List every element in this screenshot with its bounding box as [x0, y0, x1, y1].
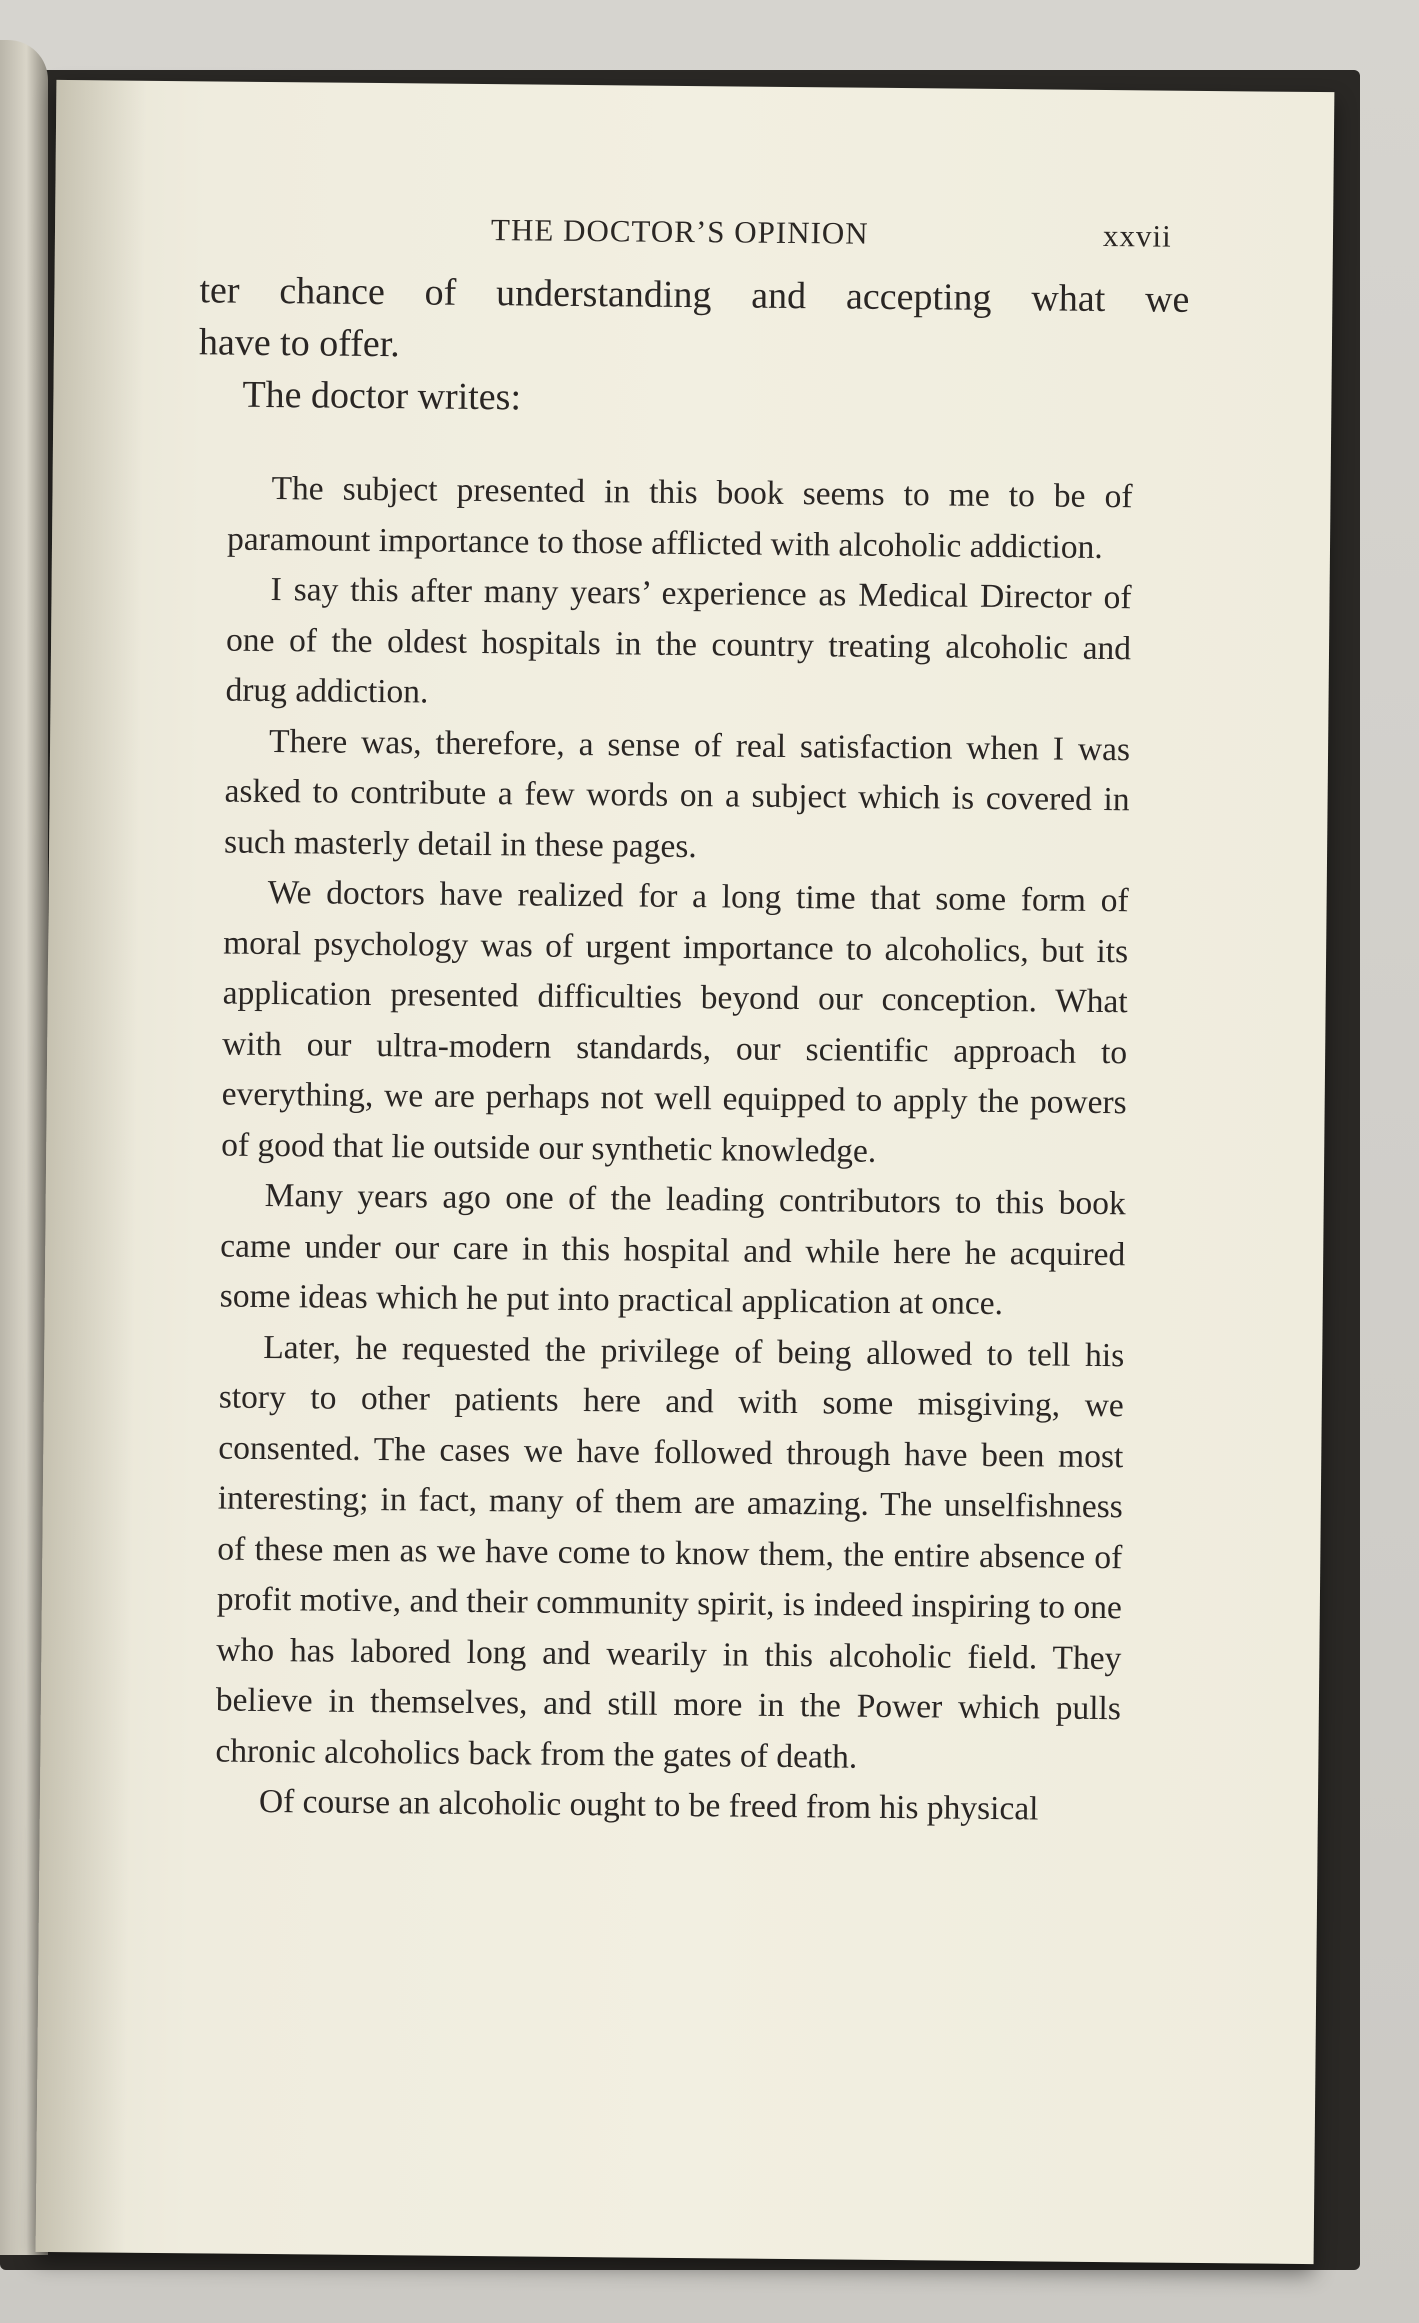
intro-line: The doctor writes: [242, 373, 522, 419]
continuation-line: ter chance of understanding and accepting what we [199, 269, 1190, 321]
paragraph: Many years ago one of the leading contributors to this book came under our care in this hospital and while here he acquired some ideas which he put into practical application at once. [219, 1176, 1126, 1323]
book-page [36, 80, 1335, 2264]
paragraph: There was, therefore, a sense of real satisfaction when I was asked to contribute a few words on a subject which is covered in such masterly detail in these pages. [223, 722, 1131, 865]
page-text [185, 264, 1190, 1836]
paragraph: We doctors have realized for a long time that some form of moral psychology was of urgent importance to alcoholics, but its application presented difficulties beyond our conception. What with our ultra-modern standards, our scientific approach to everything, we are perhaps not well equipped to apply the powers of good that lie outside our synthetic knowledge. [221, 873, 1129, 1170]
quoted-letter [215, 464, 1133, 1836]
continuation-line: have to offer. [198, 321, 400, 366]
paragraph: The subject presented in this book seems to me to be of paramount importance to those afflicted with alcoholic addiction. [226, 470, 1133, 566]
running-head-title: THE DOCTOR’S OPINION [490, 212, 869, 251]
page-number: xxvii [1102, 217, 1172, 254]
paragraph: Later, he requested the privilege of being allowed to tell his story to other patients here and with some misgiving, we consented. The cases we have followed through have been most interesting; in fact, many of them are amazing. The unselfishness of these men as we have come to know them, the entire absence of profit motive, and their community spirit, is indeed inspiring to one who has labored long and wearily in this alcoholic field. They believe in themselves, and still more in the Power which pulls chronic alcoholics back from the gates of death. [215, 1328, 1125, 1776]
paragraph: I say this after many years’ experience as Medical Director of one of the oldest hospitals in the country treating alcoholic and drug addiction. [225, 570, 1132, 711]
running-head [55, 208, 1333, 260]
paragraph: Of course an alcoholic ought to be freed from his physical [258, 1782, 1039, 1828]
